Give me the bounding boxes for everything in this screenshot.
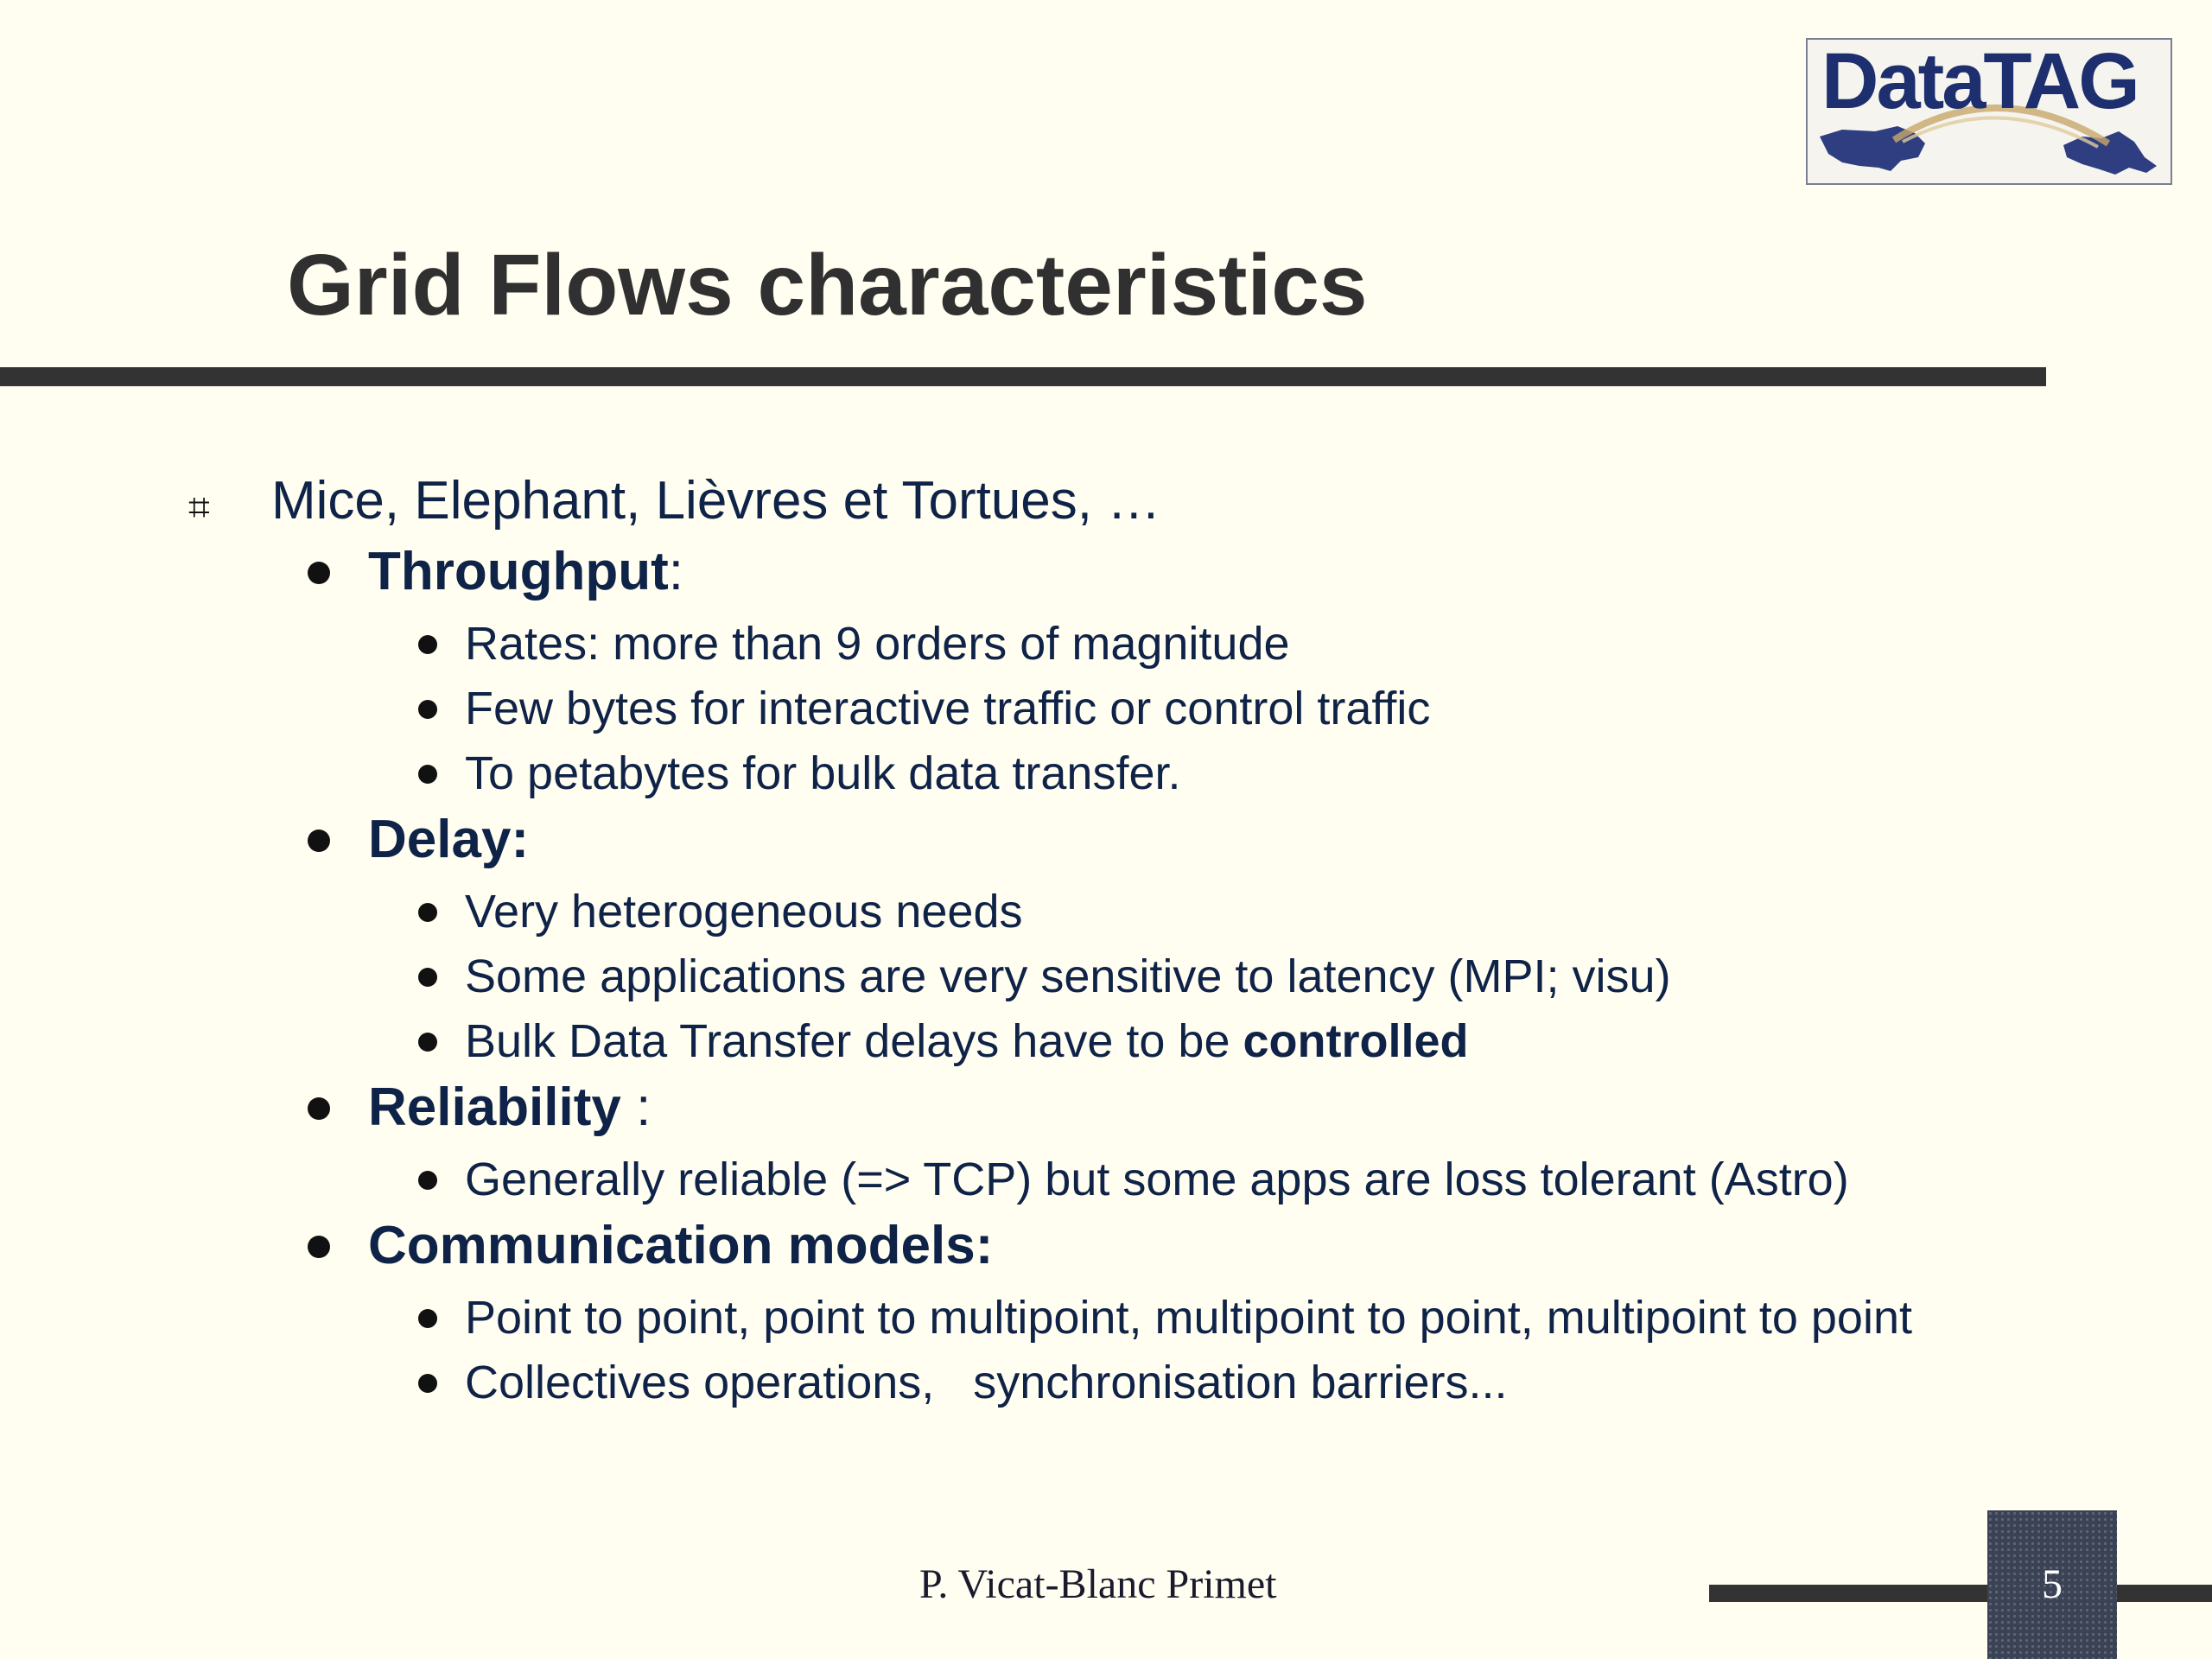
heading-suffix: : [620,1077,652,1137]
page-number: 5 [2042,1561,2063,1607]
lead-text: Mice, Elephant, Lièvres et Tortues, … [271,471,1161,531]
section-heading: Communication models: [368,1216,994,1275]
bullet-dot-icon [418,1374,437,1393]
heading-suffix: : [668,542,683,601]
square-bullet-icon: ⌗ [188,486,210,529]
list-item-text: Bulk Data Transfer delays have to be [465,1015,1243,1067]
logo-text: DataTAG [1821,38,2138,125]
title-divider [0,367,2046,386]
bullet-dot-icon [418,968,437,987]
bullet-dot-icon [418,700,437,719]
list-item-text: Point to point, point to multipoint, multipoint to point, multipoint to point [465,1292,1912,1344]
bullet-dot-icon [308,830,330,852]
slide-title: Grid Flows characteristics [287,237,1368,334]
list-item-text: Collectives operations, synchronisation barriers... [465,1357,1508,1408]
list-item-text: Rates: more than 9 orders of magnitude [465,618,1290,670]
list-item-text: Some applications are very sensitive to latency (MPI; visu) [465,950,1671,1002]
list-item-text: Generally reliable (=> TCP) but some apps are loss tolerant (Astro) [465,1154,1849,1205]
list-item-text: Few bytes for interactive traffic or control traffic [465,683,1431,734]
section-heading: Reliability [368,1077,621,1137]
section-heading: Delay: [368,810,530,869]
footer-divider [1709,1585,2212,1602]
footer-author: P. Vicat-Blanc Primet [919,1561,1277,1607]
bullet-dot-icon [418,1171,437,1190]
bullet-dot-icon [308,1236,330,1258]
datatag-logo [1806,38,2172,185]
section-heading: Throughput [368,542,669,601]
bullet-dot-icon [418,1309,437,1328]
list-item-text: Very heterogeneous needs [465,886,1023,938]
emphasis-text: controlled [1243,1015,1469,1067]
list-item-text: To petabytes for bulk data transfer. [465,747,1181,799]
bullet-dot-icon [308,1097,330,1120]
bullet-dot-icon [418,765,437,784]
page-number-box [1987,1510,2117,1659]
bullet-dot-icon [418,1033,437,1052]
bullet-dot-icon [418,903,437,922]
bullet-dot-icon [418,635,437,654]
bullet-dot-icon [308,562,330,584]
